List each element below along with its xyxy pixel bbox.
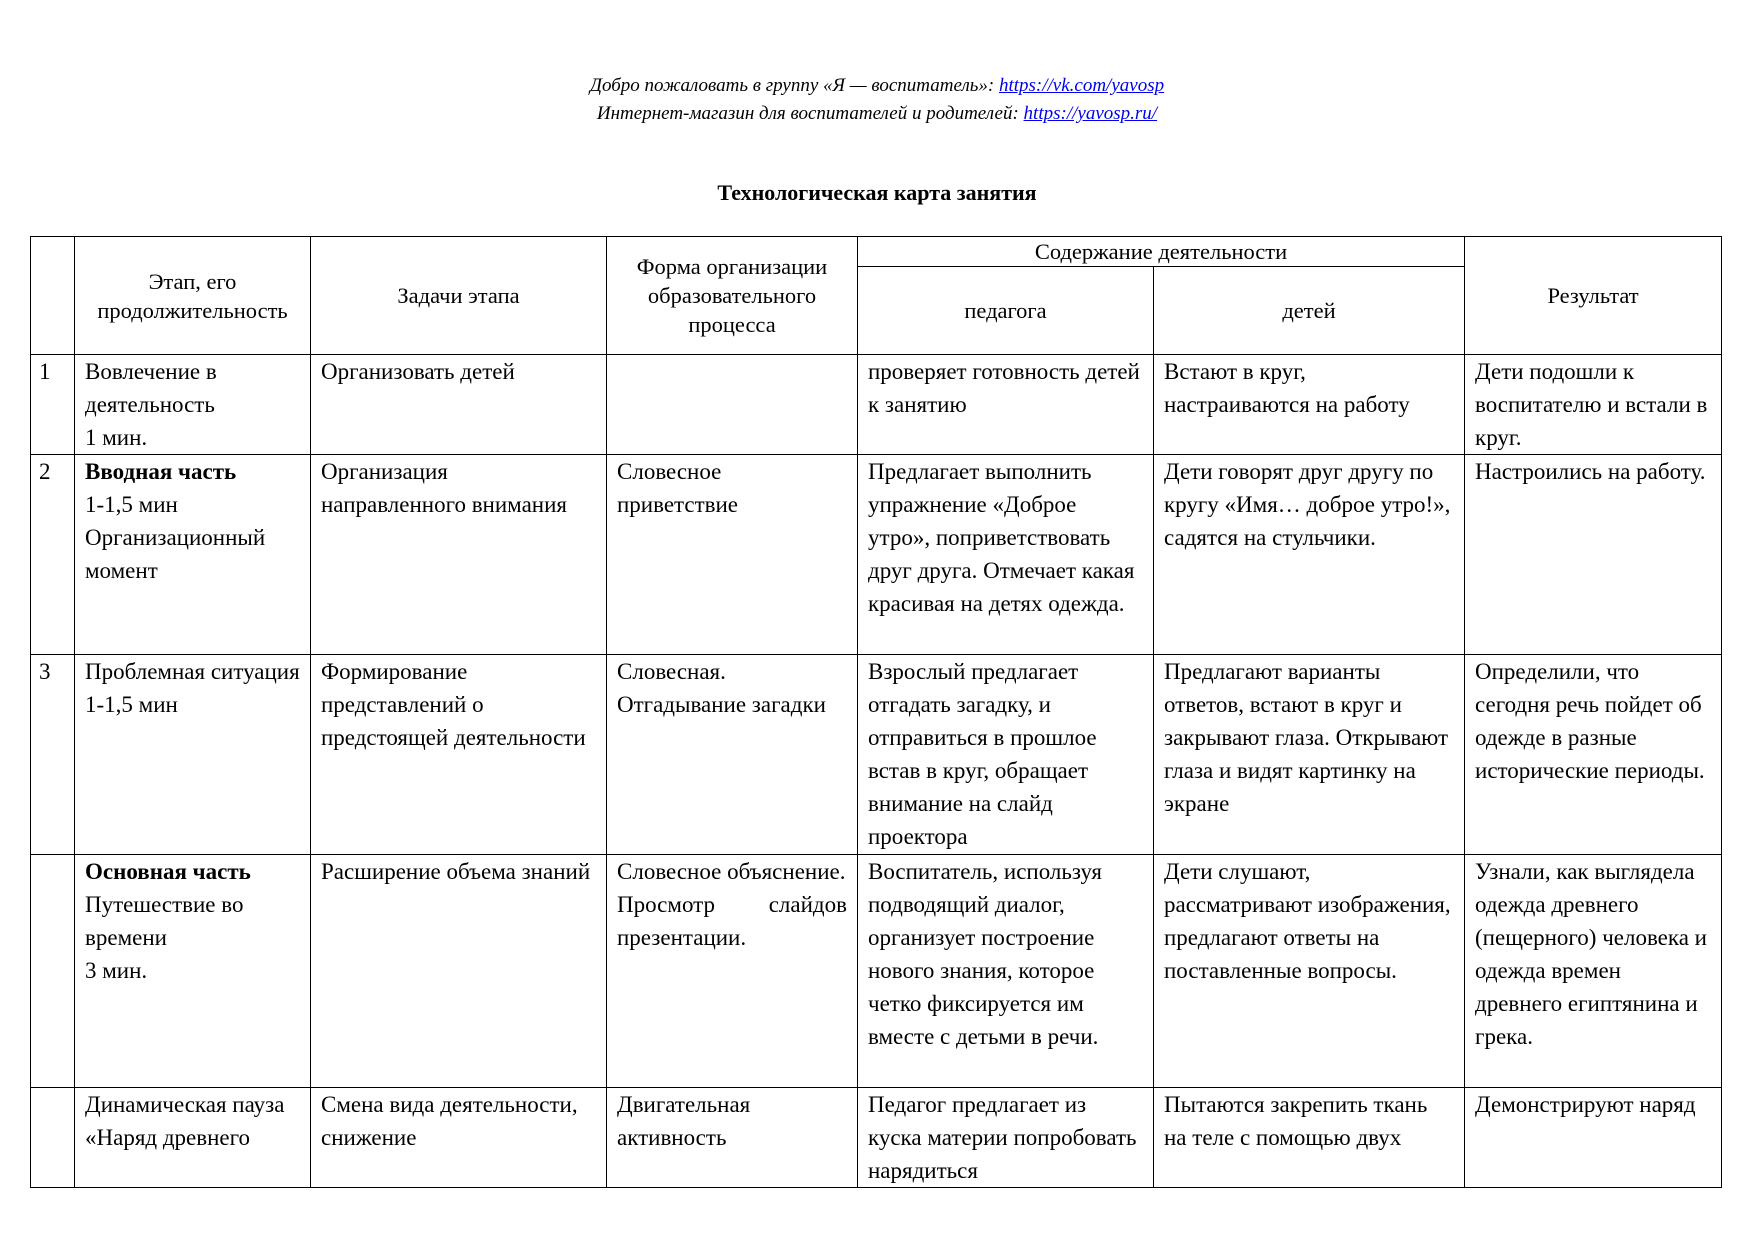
stage-heading: Вводная часть [85, 459, 237, 484]
header-stage: Этап, его продолжительность [75, 237, 311, 355]
tasks-cell: Смена вида деятельности, снижение [311, 1088, 607, 1188]
stage-line: Организационный момент [85, 525, 266, 583]
stage-line: «Наряд древнего [85, 1125, 250, 1150]
tasks-cell: Организация направленного внимания [311, 455, 607, 655]
stage-cell [75, 855, 311, 1088]
stage-line: Динамическая пауза [85, 1092, 285, 1117]
form-cell: Словесное приветствие [607, 455, 858, 655]
row-number: 2 [31, 455, 75, 655]
header-tasks: Задачи этапа [311, 237, 607, 355]
stage-line: Проблемная ситуация [85, 659, 300, 684]
header-teacher: педагога [858, 267, 1154, 355]
stage-line: 1-1,5 мин [85, 692, 178, 717]
children-cell: Предлагают варианты ответов, встают в круг и закрывают глаза. Открывают глаза и видят картинку на экране [1154, 655, 1465, 855]
stage-line: 1-1,5 мин [85, 492, 178, 517]
teacher-cell: Предлагает выполнить упражнение «Доброе утро», поприветствовать друг друга. Отмечает какая красивая на детях одежда. [858, 455, 1154, 655]
table-row [31, 455, 1722, 655]
header-line-2-text: Интернет-магазин для воспитателей и родителей: [596, 103, 1024, 124]
tasks-cell: Формирование представлений о предстоящей деятельности [311, 655, 607, 855]
shop-link[interactable]: https://yavosp.ru/ [1023, 103, 1158, 124]
table-row [31, 355, 1722, 455]
header-form: Форма организации образовательного процесса [607, 237, 858, 355]
form-cell [607, 855, 858, 1088]
page-header [0, 72, 1754, 128]
teacher-cell: Воспитатель, используя подводящий диалог, организует построение нового знания, которое четко фиксируется им вместе с детьми в речи. [858, 855, 1154, 1088]
result-cell: Узнали, как выглядела одежда древнего (пещерного) человека и одежда времен древнего египтянина и грека. [1465, 855, 1722, 1088]
header-line-2 [0, 100, 1754, 128]
header-content: Содержание деятельности [858, 237, 1465, 267]
stage-line: Путешествие во времени [85, 892, 244, 950]
form-cell: Словесная. Отгадывание загадки [607, 655, 858, 855]
row-number [31, 1088, 75, 1188]
header-result: Результат [1465, 237, 1722, 355]
tasks-cell: Расширение объема знаний [311, 855, 607, 1088]
stage-line: 1 мин. [85, 425, 148, 450]
teacher-cell: Педагог предлагает из куска материи попробовать нарядиться [858, 1088, 1154, 1188]
teacher-cell: проверяет готовность детей к занятию [858, 355, 1154, 455]
table-row [31, 1088, 1722, 1188]
form-line: Словесное объяснение. [617, 859, 846, 884]
stage-line: 3 мин. [85, 958, 148, 983]
children-cell: Дети говорят друг другу по кругу «Имя… доброе утро!», садятся на стульчики. [1154, 455, 1465, 655]
row-number: 3 [31, 655, 75, 855]
children-cell: Дети слушают, рассматривают изображения, предлагают ответы на поставленные вопросы. [1154, 855, 1465, 1088]
children-cell: Встают в круг, настраиваются на работу [1154, 355, 1465, 455]
children-cell: Пытаются закрепить ткань на теле с помощью двух [1154, 1088, 1465, 1188]
header-children: детей [1154, 267, 1465, 355]
form-line: Просмотр слайдов [617, 892, 847, 917]
stage-cell [75, 355, 311, 455]
result-cell: Определили, что сегодня речь пойдет об одежде в разные исторические периоды. [1465, 655, 1722, 855]
form-cell [607, 355, 858, 455]
result-cell: Настроились на работу. [1465, 455, 1722, 655]
stage-cell [75, 655, 311, 855]
result-cell: Демонстрируют наряд [1465, 1088, 1722, 1188]
stage-heading: Основная часть [85, 859, 251, 884]
header-line-1-text: Добро пожаловать в группу «Я — воспитатель»: [589, 75, 999, 96]
form-line: презентации. [617, 925, 747, 950]
header-number [31, 237, 75, 355]
tech-card-table [30, 236, 1722, 1188]
result-cell: Дети подошли к воспитателю и встали в круг. [1465, 355, 1722, 455]
row-number: 1 [31, 355, 75, 455]
stage-cell [75, 1088, 311, 1188]
vk-group-link[interactable]: https://vk.com/yavosp [998, 75, 1165, 96]
tasks-cell: Организовать детей [311, 355, 607, 455]
form-cell: Двигательная активность [607, 1088, 858, 1188]
stage-cell [75, 455, 311, 655]
stage-line: Вовлечение в деятельность [85, 359, 217, 417]
row-number [31, 855, 75, 1088]
document-title: Технологическая карта занятия [717, 180, 1037, 205]
header-line-1 [0, 72, 1754, 100]
table-row [31, 655, 1722, 855]
teacher-cell: Взрослый предлагает отгадать загадку, и отправиться в прошлое встав в круг, обращает внимание на слайд проектора [858, 655, 1154, 855]
table-row [31, 855, 1722, 1088]
